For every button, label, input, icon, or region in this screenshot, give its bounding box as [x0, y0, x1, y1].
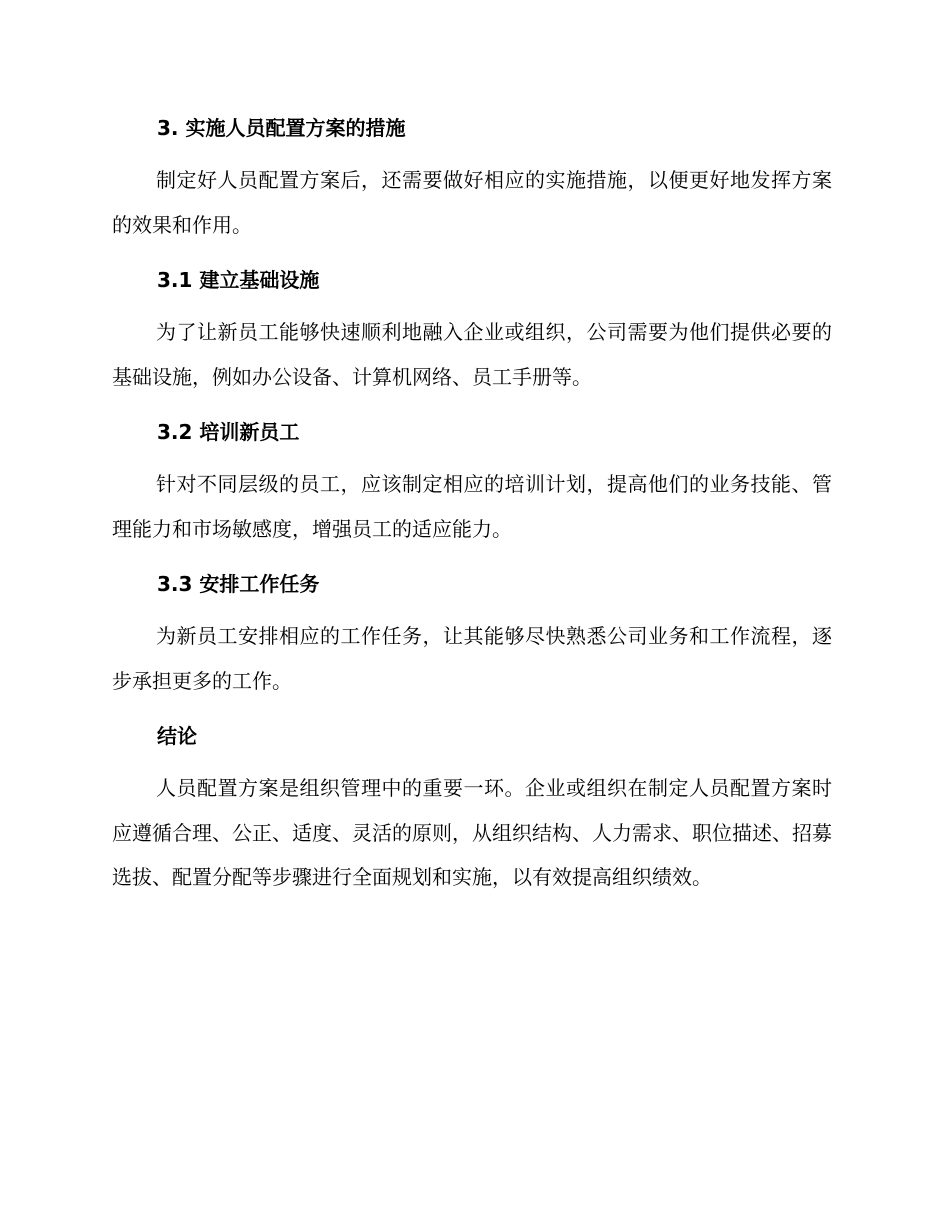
- section-body-3-3: 为新员工安排相应的工作任务，让其能够尽快熟悉公司业务和工作流程，逐步承担更多的工作。: [112, 624, 832, 693]
- section-body-3-1: 为了让新员工能够快速顺利地融入企业或组织，公司需要为他们提供必要的基础设施，例如办公设备、计算机网络、员工手册等。: [112, 320, 832, 389]
- section-heading-3-3: 3.3 安排工作任务: [157, 572, 320, 596]
- section-body-3-2: 针对不同层级的员工，应该制定相应的培训计划，提高他们的业务技能、管理能力和市场敏感度，增强员工的适应能力。: [112, 472, 832, 541]
- section-body-conclusion: 人员配置方案是组织管理中的重要一环。企业或组织在制定人员配置方案时应遵循合理、公正、适度、灵活的原则，从组织结构、人力需求、职位描述、招募选拔、配置分配等步骤进行全面规划和实施，以有效提高组织绩效。: [112, 776, 832, 889]
- document-content: [112, 108, 832, 900]
- section-heading-3: 3. 实施人员配置方案的措施: [157, 116, 406, 140]
- section-body-3: 制定好人员配置方案后，还需要做好相应的实施措施，以便更好地发挥方案的效果和作用。: [112, 168, 832, 237]
- section-heading-3-2: 3.2 培训新员工: [157, 420, 300, 444]
- section-heading-3-1: 3.1 建立基础设施: [157, 268, 320, 292]
- section-heading-conclusion: 结论: [157, 724, 197, 748]
